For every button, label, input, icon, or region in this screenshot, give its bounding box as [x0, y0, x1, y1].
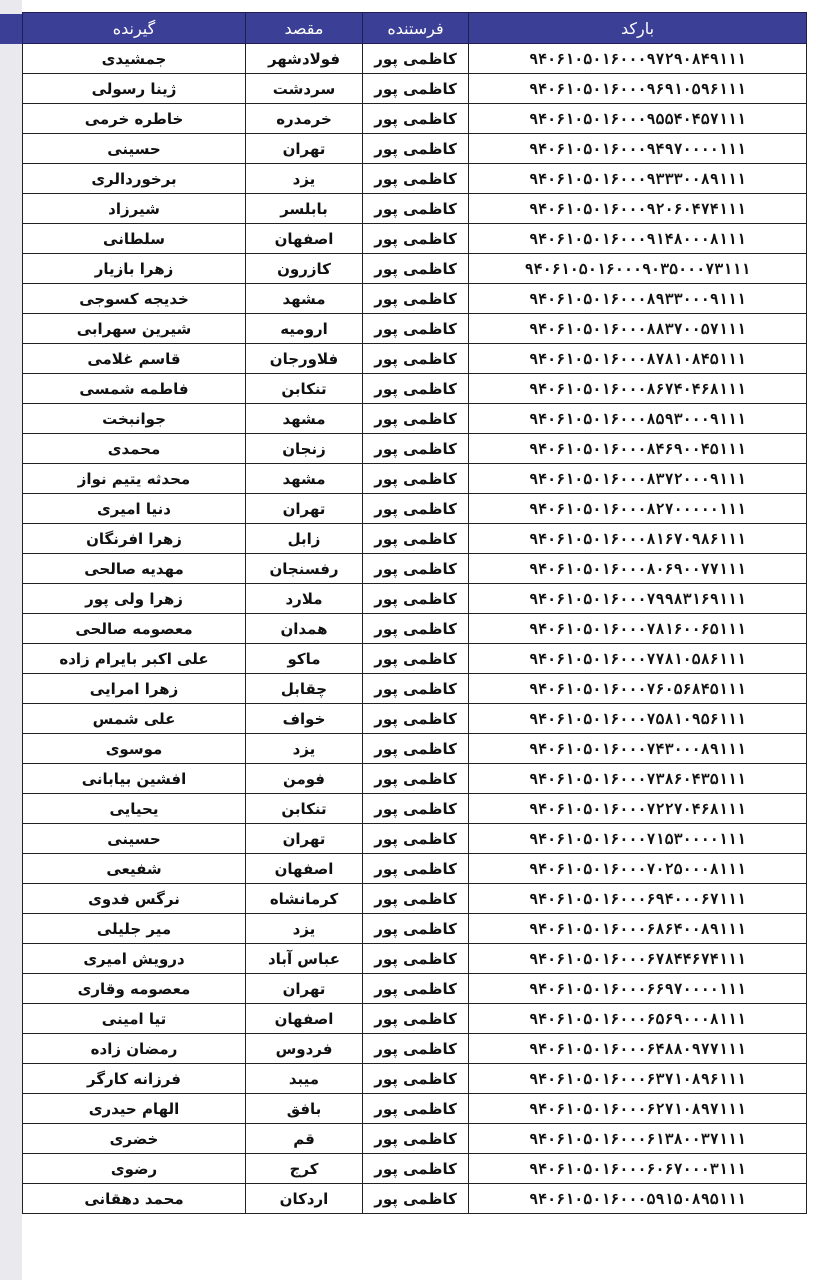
cell-barcode: ۹۴۰۶۱۰۵۰۱۶۰۰۰۶۰۶۷۰۰۰۳۱۱۱ [469, 1154, 807, 1184]
cell-barcode: ۹۴۰۶۱۰۵۰۱۶۰۰۰۸۹۳۳۰۰۰۹۱۱۱ [469, 284, 807, 314]
cell-sender: کاظمی پور [363, 734, 469, 764]
cell-destination: عباس آباد [246, 944, 363, 974]
cell-receiver: شیرزاد [23, 194, 246, 224]
cell-barcode: ۹۴۰۶۱۰۵۰۱۶۰۰۰۹۴۹۷۰۰۰۰۱۱۱ [469, 134, 807, 164]
cell-receiver: حسینی [23, 134, 246, 164]
table-row [23, 224, 807, 254]
cell-destination: چقابل [246, 674, 363, 704]
cell-destination: خواف [246, 704, 363, 734]
cell-barcode: ۹۴۰۶۱۰۵۰۱۶۰۰۰۸۶۷۴۰۴۶۸۱۱۱ [469, 374, 807, 404]
table-row [23, 344, 807, 374]
table-row [23, 854, 807, 884]
header-row [23, 13, 807, 44]
cell-destination: کرمانشاه [246, 884, 363, 914]
cell-barcode: ۹۴۰۶۱۰۵۰۱۶۰۰۰۹۰۳۵۰۰۰۷۳۱۱۱ [469, 254, 807, 284]
table-row [23, 44, 807, 74]
cell-destination: فومن [246, 764, 363, 794]
cell-barcode: ۹۴۰۶۱۰۵۰۱۶۰۰۰۷۷۸۱۰۵۸۶۱۱۱ [469, 644, 807, 674]
cell-destination: تنکابن [246, 374, 363, 404]
cell-barcode: ۹۴۰۶۱۰۵۰۱۶۰۰۰۹۷۲۹۰۸۴۹۱۱۱ [469, 44, 807, 74]
cell-destination: سردشت [246, 74, 363, 104]
cell-sender: کاظمی پور [363, 284, 469, 314]
cell-sender: کاظمی پور [363, 1004, 469, 1034]
cell-sender: کاظمی پور [363, 704, 469, 734]
table-row [23, 374, 807, 404]
cell-sender: کاظمی پور [363, 584, 469, 614]
cell-destination: تهران [246, 824, 363, 854]
cell-receiver: معصومه صالحی [23, 614, 246, 644]
cell-barcode: ۹۴۰۶۱۰۵۰۱۶۰۰۰۶۸۶۴۰۰۸۹۱۱۱ [469, 914, 807, 944]
cell-destination: خرمدره [246, 104, 363, 134]
cell-receiver: محمد دهقانی [23, 1184, 246, 1214]
table-row [23, 1094, 807, 1124]
cell-sender: کاظمی پور [363, 644, 469, 674]
cell-sender: کاظمی پور [363, 974, 469, 1004]
cell-destination: اصفهان [246, 1004, 363, 1034]
cell-destination: زابل [246, 524, 363, 554]
table-row [23, 284, 807, 314]
cell-barcode: ۹۴۰۶۱۰۵۰۱۶۰۰۰۷۳۸۶۰۴۳۵۱۱۱ [469, 764, 807, 794]
table-row [23, 644, 807, 674]
header-barcode: بارکد [469, 13, 807, 44]
cell-sender: کاظمی پور [363, 194, 469, 224]
cell-destination: همدان [246, 614, 363, 644]
table-body [23, 44, 807, 1214]
cell-sender: کاظمی پور [363, 224, 469, 254]
cell-receiver: علی اکبر بایرام زاده [23, 644, 246, 674]
cell-sender: کاظمی پور [363, 44, 469, 74]
cell-barcode: ۹۴۰۶۱۰۵۰۱۶۰۰۰۶۲۷۱۰۸۹۷۱۱۱ [469, 1094, 807, 1124]
cell-destination: یزد [246, 914, 363, 944]
cell-receiver: دنیا امیری [23, 494, 246, 524]
table-header [23, 13, 807, 44]
cell-sender: کاظمی پور [363, 794, 469, 824]
cell-barcode: ۹۴۰۶۱۰۵۰۱۶۰۰۰۸۵۹۳۰۰۰۹۱۱۱ [469, 404, 807, 434]
table-row [23, 554, 807, 584]
table-row [23, 944, 807, 974]
cell-destination: ارومیه [246, 314, 363, 344]
cell-barcode: ۹۴۰۶۱۰۵۰۱۶۰۰۰۷۵۸۱۰۹۵۶۱۱۱ [469, 704, 807, 734]
cell-receiver: شیرین سهرابی [23, 314, 246, 344]
cell-sender: کاظمی پور [363, 1184, 469, 1214]
cell-barcode: ۹۴۰۶۱۰۵۰۱۶۰۰۰۹۳۳۳۰۰۸۹۱۱۱ [469, 164, 807, 194]
cell-destination: تهران [246, 974, 363, 1004]
cell-receiver: محدثه یتیم نواز [23, 464, 246, 494]
cell-sender: کاظمی پور [363, 404, 469, 434]
cell-receiver: ژینا رسولی [23, 74, 246, 104]
cell-barcode: ۹۴۰۶۱۰۵۰۱۶۰۰۰۷۴۳۰۰۰۸۹۱۱۱ [469, 734, 807, 764]
cell-receiver: مهدیه صالحی [23, 554, 246, 584]
table-row [23, 314, 807, 344]
cell-sender: کاظمی پور [363, 1064, 469, 1094]
cell-receiver: زهرا امرایی [23, 674, 246, 704]
cell-destination: میبد [246, 1064, 363, 1094]
cell-sender: کاظمی پور [363, 524, 469, 554]
header-destination: مقصد [246, 13, 363, 44]
cell-sender: کاظمی پور [363, 344, 469, 374]
cell-barcode: ۹۴۰۶۱۰۵۰۱۶۰۰۰۸۷۸۱۰۸۴۵۱۱۱ [469, 344, 807, 374]
table-row [23, 884, 807, 914]
cell-receiver: تیا امینی [23, 1004, 246, 1034]
cell-destination: یزد [246, 734, 363, 764]
table-row [23, 764, 807, 794]
shipment-table [22, 12, 807, 1214]
cell-receiver: خدیجه کسوجی [23, 284, 246, 314]
cell-barcode: ۹۴۰۶۱۰۵۰۱۶۰۰۰۷۶۰۵۶۸۴۵۱۱۱ [469, 674, 807, 704]
cell-destination: مشهد [246, 464, 363, 494]
cell-sender: کاظمی پور [363, 254, 469, 284]
cell-sender: کاظمی پور [363, 374, 469, 404]
table-row [23, 704, 807, 734]
cell-receiver: زهرا افرنگان [23, 524, 246, 554]
table-row [23, 74, 807, 104]
table-row [23, 914, 807, 944]
cell-sender: کاظمی پور [363, 104, 469, 134]
table-row [23, 1034, 807, 1064]
table-row [23, 1124, 807, 1154]
cell-destination: تنکابن [246, 794, 363, 824]
cell-sender: کاظمی پور [363, 554, 469, 584]
table-row [23, 254, 807, 284]
cell-sender: کاظمی پور [363, 884, 469, 914]
cell-barcode: ۹۴۰۶۱۰۵۰۱۶۰۰۰۸۴۶۹۰۰۴۵۱۱۱ [469, 434, 807, 464]
cell-receiver: زهرا بازیار [23, 254, 246, 284]
cell-destination: زنجان [246, 434, 363, 464]
table-row [23, 974, 807, 1004]
cell-receiver: یحیایی [23, 794, 246, 824]
table-row [23, 434, 807, 464]
cell-barcode: ۹۴۰۶۱۰۵۰۱۶۰۰۰۷۹۹۸۳۱۶۹۱۱۱ [469, 584, 807, 614]
cell-barcode: ۹۴۰۶۱۰۵۰۱۶۰۰۰۶۹۴۰۰۰۶۷۱۱۱ [469, 884, 807, 914]
cell-barcode: ۹۴۰۶۱۰۵۰۱۶۰۰۰۹۵۵۴۰۴۵۷۱۱۱ [469, 104, 807, 134]
cell-receiver: الهام حیدری [23, 1094, 246, 1124]
cell-barcode: ۹۴۰۶۱۰۵۰۱۶۰۰۰۶۶۹۷۰۰۰۰۱۱۱ [469, 974, 807, 1004]
cell-barcode: ۹۴۰۶۱۰۵۰۱۶۰۰۰۷۲۲۷۰۴۶۸۱۱۱ [469, 794, 807, 824]
table-row [23, 674, 807, 704]
cell-receiver: علی شمس [23, 704, 246, 734]
cell-barcode: ۹۴۰۶۱۰۵۰۱۶۰۰۰۹۲۰۶۰۴۷۴۱۱۱ [469, 194, 807, 224]
cell-barcode: ۹۴۰۶۱۰۵۰۱۶۰۰۰۷۸۱۶۰۰۶۵۱۱۱ [469, 614, 807, 644]
cell-barcode: ۹۴۰۶۱۰۵۰۱۶۰۰۰۸۸۳۷۰۰۵۷۱۱۱ [469, 314, 807, 344]
cell-receiver: حسینی [23, 824, 246, 854]
cell-sender: کاظمی پور [363, 914, 469, 944]
cell-sender: کاظمی پور [363, 1154, 469, 1184]
cell-sender: کاظمی پور [363, 1094, 469, 1124]
cell-destination: یزد [246, 164, 363, 194]
table-row [23, 1184, 807, 1214]
cell-sender: کاظمی پور [363, 614, 469, 644]
cell-receiver: سلطانی [23, 224, 246, 254]
table-row [23, 494, 807, 524]
table-row [23, 1154, 807, 1184]
cell-destination: ماکو [246, 644, 363, 674]
cell-barcode: ۹۴۰۶۱۰۵۰۱۶۰۰۰۷۰۲۵۰۰۰۸۱۱۱ [469, 854, 807, 884]
table-row [23, 584, 807, 614]
cell-destination: اردکان [246, 1184, 363, 1214]
cell-destination: کرج [246, 1154, 363, 1184]
table-row [23, 104, 807, 134]
cell-sender: کاظمی پور [363, 824, 469, 854]
cell-barcode: ۹۴۰۶۱۰۵۰۱۶۰۰۰۸۰۶۹۰۰۷۷۱۱۱ [469, 554, 807, 584]
header-sender: فرستنده [363, 13, 469, 44]
table-row [23, 1064, 807, 1094]
table-row [23, 1004, 807, 1034]
cell-destination: فلاورجان [246, 344, 363, 374]
cell-sender: کاظمی پور [363, 944, 469, 974]
cell-barcode: ۹۴۰۶۱۰۵۰۱۶۰۰۰۹۱۴۸۰۰۰۸۱۱۱ [469, 224, 807, 254]
table-row [23, 524, 807, 554]
cell-destination: اصفهان [246, 854, 363, 884]
cell-sender: کاظمی پور [363, 674, 469, 704]
cell-destination: مشهد [246, 404, 363, 434]
cell-destination: بابلسر [246, 194, 363, 224]
cell-receiver: رضوی [23, 1154, 246, 1184]
cell-barcode: ۹۴۰۶۱۰۵۰۱۶۰۰۰۵۹۱۵۰۸۹۵۱۱۱ [469, 1184, 807, 1214]
left-band [0, 0, 22, 1280]
cell-receiver: شفیعی [23, 854, 246, 884]
cell-receiver: زهرا ولی پور [23, 584, 246, 614]
cell-barcode: ۹۴۰۶۱۰۵۰۱۶۰۰۰۶۳۷۱۰۸۹۶۱۱۱ [469, 1064, 807, 1094]
cell-sender: کاظمی پور [363, 74, 469, 104]
table-row [23, 734, 807, 764]
cell-destination: تهران [246, 494, 363, 524]
cell-destination: قم [246, 1124, 363, 1154]
cell-receiver: برخوردالری [23, 164, 246, 194]
table-row [23, 194, 807, 224]
cell-receiver: محمدی [23, 434, 246, 464]
cell-barcode: ۹۴۰۶۱۰۵۰۱۶۰۰۰۶۵۶۹۰۰۰۸۱۱۱ [469, 1004, 807, 1034]
cell-receiver: افشین بیابانی [23, 764, 246, 794]
cell-destination: اصفهان [246, 224, 363, 254]
cell-receiver: خاطره خرمی [23, 104, 246, 134]
cell-destination: ملارد [246, 584, 363, 614]
header-receiver: گیرنده [23, 13, 246, 44]
table-row [23, 164, 807, 194]
cell-sender: کاظمی پور [363, 1034, 469, 1064]
cell-destination: کازرون [246, 254, 363, 284]
cell-destination: رفسنجان [246, 554, 363, 584]
table-row [23, 824, 807, 854]
cell-receiver: فاطمه شمسی [23, 374, 246, 404]
cell-receiver: نرگس فدوی [23, 884, 246, 914]
cell-barcode: ۹۴۰۶۱۰۵۰۱۶۰۰۰۸۳۷۲۰۰۰۹۱۱۱ [469, 464, 807, 494]
cell-destination: فولادشهر [246, 44, 363, 74]
cell-receiver: موسوی [23, 734, 246, 764]
cell-receiver: قاسم غلامی [23, 344, 246, 374]
cell-receiver: فرزانه کارگر [23, 1064, 246, 1094]
cell-receiver: خضری [23, 1124, 246, 1154]
table-row [23, 134, 807, 164]
cell-sender: کاظمی پور [363, 854, 469, 884]
cell-receiver: درویش امیری [23, 944, 246, 974]
cell-sender: کاظمی پور [363, 164, 469, 194]
cell-sender: کاظمی پور [363, 314, 469, 344]
cell-receiver: جمشیدی [23, 44, 246, 74]
cell-sender: کاظمی پور [363, 464, 469, 494]
cell-destination: بافق [246, 1094, 363, 1124]
cell-destination: مشهد [246, 284, 363, 314]
table-row [23, 794, 807, 824]
table-row [23, 614, 807, 644]
cell-barcode: ۹۴۰۶۱۰۵۰۱۶۰۰۰۸۱۶۷۰۹۸۶۱۱۱ [469, 524, 807, 554]
cell-sender: کاظمی پور [363, 434, 469, 464]
cell-sender: کاظمی پور [363, 764, 469, 794]
cell-barcode: ۹۴۰۶۱۰۵۰۱۶۰۰۰۷۱۵۳۰۰۰۰۱۱۱ [469, 824, 807, 854]
cell-sender: کاظمی پور [363, 1124, 469, 1154]
table-row [23, 464, 807, 494]
cell-receiver: رمضان زاده [23, 1034, 246, 1064]
cell-receiver: جوانبخت [23, 404, 246, 434]
table-row [23, 404, 807, 434]
cell-destination: تهران [246, 134, 363, 164]
cell-barcode: ۹۴۰۶۱۰۵۰۱۶۰۰۰۶۱۳۸۰۰۳۷۱۱۱ [469, 1124, 807, 1154]
cell-destination: فردوس [246, 1034, 363, 1064]
cell-receiver: معصومه وقاری [23, 974, 246, 1004]
left-band-accent [0, 14, 22, 44]
cell-barcode: ۹۴۰۶۱۰۵۰۱۶۰۰۰۹۶۹۱۰۵۹۶۱۱۱ [469, 74, 807, 104]
cell-receiver: میر جلیلی [23, 914, 246, 944]
cell-barcode: ۹۴۰۶۱۰۵۰۱۶۰۰۰۸۲۷۰۰۰۰۰۱۱۱ [469, 494, 807, 524]
cell-sender: کاظمی پور [363, 494, 469, 524]
cell-sender: کاظمی پور [363, 134, 469, 164]
cell-barcode: ۹۴۰۶۱۰۵۰۱۶۰۰۰۶۴۸۸۰۹۷۷۱۱۱ [469, 1034, 807, 1064]
cell-barcode: ۹۴۰۶۱۰۵۰۱۶۰۰۰۶۷۸۴۴۶۷۴۱۱۱ [469, 944, 807, 974]
